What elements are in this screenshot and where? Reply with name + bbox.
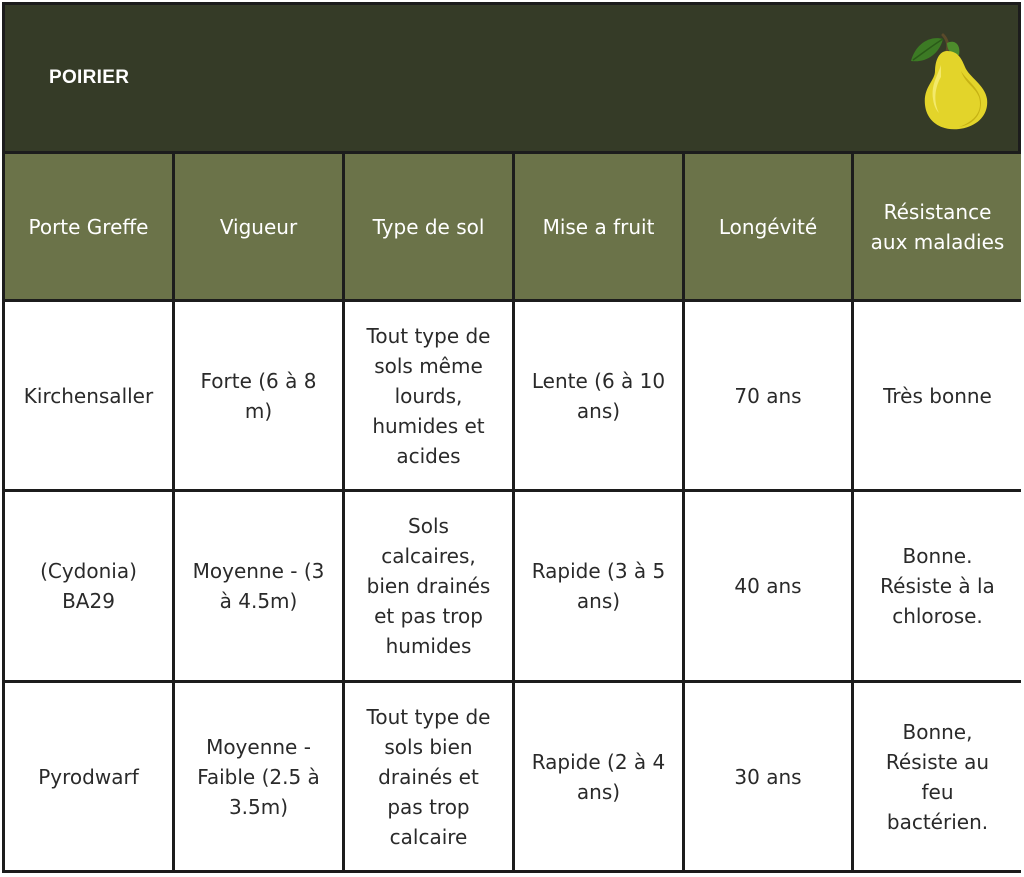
table-cell-mise-a-fruit: Rapide (2 à 4 ans) <box>515 683 682 870</box>
table-cell-vigueur: Forte (6 à 8 m) <box>175 302 342 489</box>
rootstock-table <box>5 154 1018 870</box>
table-cell-longevite: 40 ans <box>685 492 851 680</box>
table-frame <box>2 2 1021 873</box>
table-cell-porte-greffe: Pyrodwarf <box>5 683 172 870</box>
table-cell-vigueur: Moyenne - (3 à 4.5m) <box>175 492 342 680</box>
table-cell-type-de-sol: Tout type de sols bien drainés et pas trop calcaire <box>345 683 512 870</box>
table-cell-type-de-sol: Tout type de sols même lourds, humides et acides <box>345 302 512 489</box>
title-bar <box>5 5 1018 151</box>
table-cell-mise-a-fruit: Lente (6 à 10 ans) <box>515 302 682 489</box>
pear-icon <box>903 31 999 135</box>
column-header-vigueur: Vigueur <box>175 154 342 299</box>
table-cell-resistance: Bonne. Résiste à la chlorose. <box>854 492 1021 680</box>
table-cell-porte-greffe: (Cydonia) BA29 <box>5 492 172 680</box>
table-cell-resistance: Bonne, Résiste au feu bactérien. <box>854 683 1021 870</box>
column-header-longevite: Longévité <box>685 154 851 299</box>
table-title: POIRIER <box>49 67 130 88</box>
table-cell-longevite: 70 ans <box>685 302 851 489</box>
column-header-porte-greffe: Porte Greffe <box>5 154 172 299</box>
table-cell-vigueur: Moyenne - Faible (2.5 à 3.5m) <box>175 683 342 870</box>
table-cell-resistance: Très bonne <box>854 302 1021 489</box>
table-cell-porte-greffe: Kirchensaller <box>5 302 172 489</box>
column-header-resistance: Résistance aux maladies <box>854 154 1021 299</box>
column-header-type-de-sol: Type de sol <box>345 154 512 299</box>
table-cell-type-de-sol: Sols calcaires, bien drainés et pas trop humides <box>345 492 512 680</box>
table-cell-longevite: 30 ans <box>685 683 851 870</box>
table-cell-mise-a-fruit: Rapide (3 à 5 ans) <box>515 492 682 680</box>
column-header-mise-a-fruit: Mise a fruit <box>515 154 682 299</box>
